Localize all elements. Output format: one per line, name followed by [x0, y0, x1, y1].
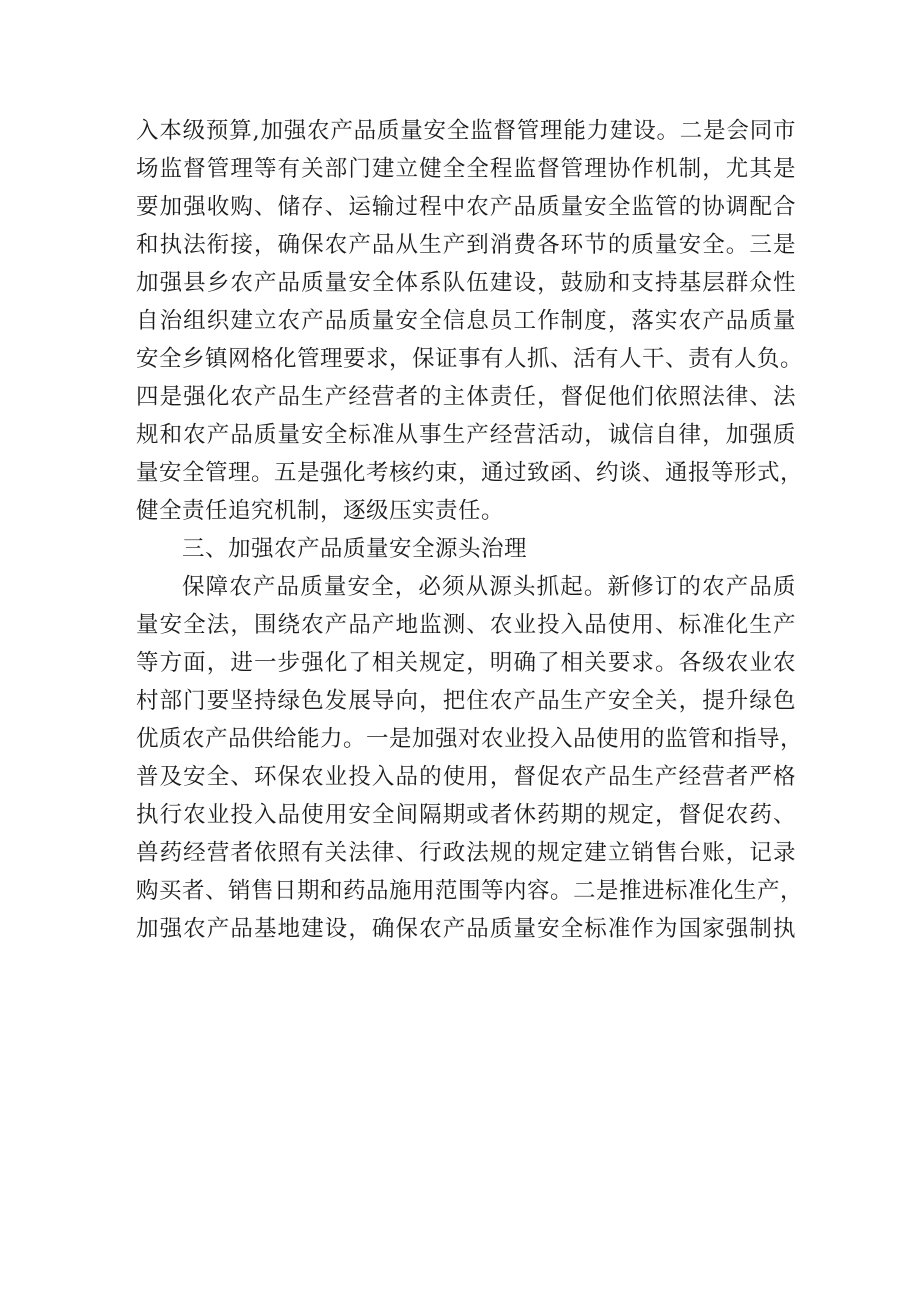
text-line: 量安全法，围绕农产品产地监测、农业投入品使用、标准化生产 [136, 612, 796, 638]
text-line: 执行农业投入品使用安全间隔期或者休药期的规定，督促农药、 [136, 802, 796, 828]
text-line: 规和农产品质量安全标准从事生产经营活动，诚信自律，加强质 [136, 422, 796, 448]
text-line: 加强农产品基地建设，确保农产品质量安全标准作为国家强制执 [136, 916, 796, 942]
text-line: 四是强化农产品生产经营者的主体责任，督促他们依照法律、法 [136, 384, 796, 410]
text-line: 村部门要坚持绿色发展导向，把住农产品生产安全关，提升绿色 [136, 688, 796, 714]
text-line: 普及安全、环保农业投入品的使用，督促农产品生产经营者严格 [136, 764, 796, 790]
text-line: 兽药经营者依照有关法律、行政法规的规定建立销售台账，记录 [136, 840, 796, 866]
text-line: 购买者、销售日期和药品施用范围等内容。二是推进标准化生产， [136, 878, 804, 904]
text-line: 量安全管理。五是强化考核约束，通过致函、约谈、通报等形式， [136, 460, 804, 486]
text-line: 保障农产品质量安全，必须从源头抓起。新修订的农产品质 [182, 574, 796, 600]
text-line: 优质农产品供给能力。一是加强对农业投入品使用的监管和指导， [136, 726, 804, 752]
document-body [136, 112, 804, 948]
text-line: 健全责任追究机制，逐级压实责任。 [136, 498, 505, 524]
section-heading: 三、加强农产品质量安全源头治理 [182, 536, 528, 562]
text-line: 入本级预算,加强农产品质量安全监督管理能力建设。二是会同市 [136, 118, 796, 144]
text-line: 加强县乡农产品质量安全体系队伍建设，鼓励和支持基层群众性 [136, 270, 796, 296]
text-line: 场监督管理等有关部门建立健全全程监督管理协作机制，尤其是 [136, 156, 796, 182]
text-line: 和执法衔接，确保农产品从生产到消费各环节的质量安全。三是 [136, 232, 796, 258]
text-line: 自治组织建立农产品质量安全信息员工作制度，落实农产品质量 [136, 308, 796, 334]
text-line: 等方面，进一步强化了相关规定，明确了相关要求。各级农业农 [136, 650, 796, 676]
text-line: 安全乡镇网格化管理要求，保证事有人抓、活有人干、责有人负。 [136, 346, 804, 372]
text-line: 要加强收购、储存、运输过程中农产品质量安全监管的协调配合 [136, 194, 796, 220]
